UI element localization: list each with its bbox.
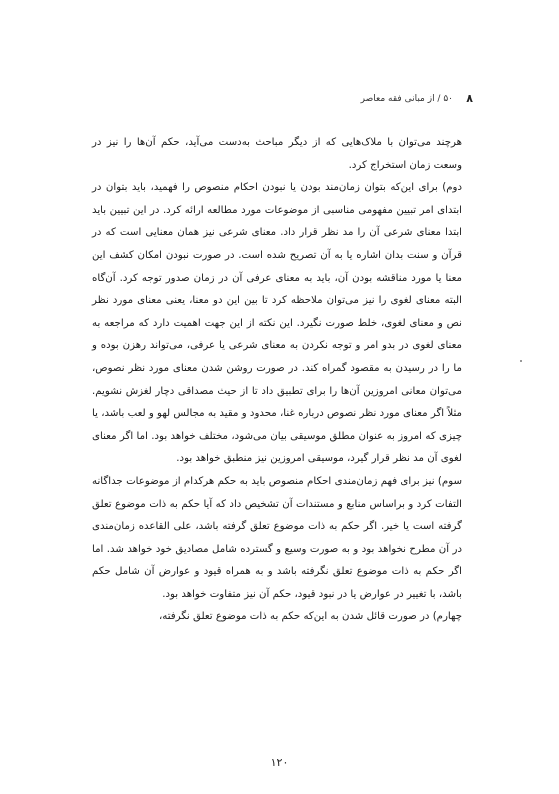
paragraph-4: چهارم) در صورت قائل شدن به این‌که حکم به ذات موضوع تعلق نگرفته، — [158, 611, 462, 623]
paragraph-2: دوم) برای این‌که بتوان زمان‌مند بودن یا نبودن احکام منصوص را فهمید، باید بتوان در ابتدای امر تبیین مفهومی مناسبی از موضوعات مورد مطالعه ارائه کرد. در این تبیین باید ابتدا معنای شرعی آن را مد نظر قرار داد. معنای شرعی نیز همان معنایی است که در قرآن و سنت بدان اشاره یا به آن تصریح شده است. در صورت نبودن امکان کشف این معنا یا مورد مناقشه بودن آن، باید به معنای عرفی آن در زمان صدور توجه کرد. آن‌گاه البته معنای لغوی را نیز می‌توان ملاحظه کرد تا بین این دو معنا، یعنی معنای مورد نظر نص و معنای لغوی، خلط صورت نگیرد. این نکته از این جهت اهمیت دارد که مراجعه به معنای لغوی در بدو امر و توجه نکردن به معنای شرعی یا عرفی، می‌تواند رهزن بوده و ما را در رسیدن به مقصود گمراه کند. در صورت روشن شدن معنای مورد نظر نصوص، می‌توان معانی امروزین آن‌ها را برای تطبیق داد تا از حیث مصداقی دچار لغزش نشویم. مثلاً اگر معنای مورد نظر نصوص درباره غنا، محدود و مقید به مجالس لهو و لعب باشد، یا چیزی که امروز به عنوان مطلق موسیقی بیان می‌شود، مختلف خواهد بود. اما اگر معنای لغوی آن مد نظر قرار گیرد، موسیقی امروزین نیز منطبق خواهد بود. — [92, 182, 462, 465]
margin-mark — [520, 360, 522, 362]
body-text — [92, 132, 462, 629]
paragraph-1: هرچند می‌توان با ملاک‌هایی که از دیگر مباحث به‌دست می‌آید، حکم آن‌ها را نیز در وسعت زمان استخراج کرد. — [92, 137, 462, 171]
running-title: ۵۰ / از مبانی فقه معاصر — [360, 94, 453, 104]
page-header — [300, 92, 473, 112]
header-page-number: ۸ — [466, 92, 473, 105]
paragraph-3: سوم) نیز برای فهم زمان‌مندی احکام منصوص باید به حکم هرکدام از موضوعات جداگانه التفات کرد و براساس منابع و مستندات آن تشخیص داد که آیا حکم به ذات موضوع تعلق گرفته است یا خیر. اگر حکم به ذات موضوع تعلق گرفته باشد، علی القاعده زمان‌مندی در آن مطرح نخواهد بود و به صورت وسیع و گسترده شامل مصادیق خود خواهد شد. اما اگر حکم به ذات موضوع تعلق نگرفته باشد و به همراه قیود و عوارض آن شامل حکم باشد، با تغییر در عوارض یا در نبود قیود، حکم آن نیز متفاوت خواهد بود. — [92, 475, 462, 600]
footer-page-number: ۱۲۰ — [270, 756, 289, 769]
